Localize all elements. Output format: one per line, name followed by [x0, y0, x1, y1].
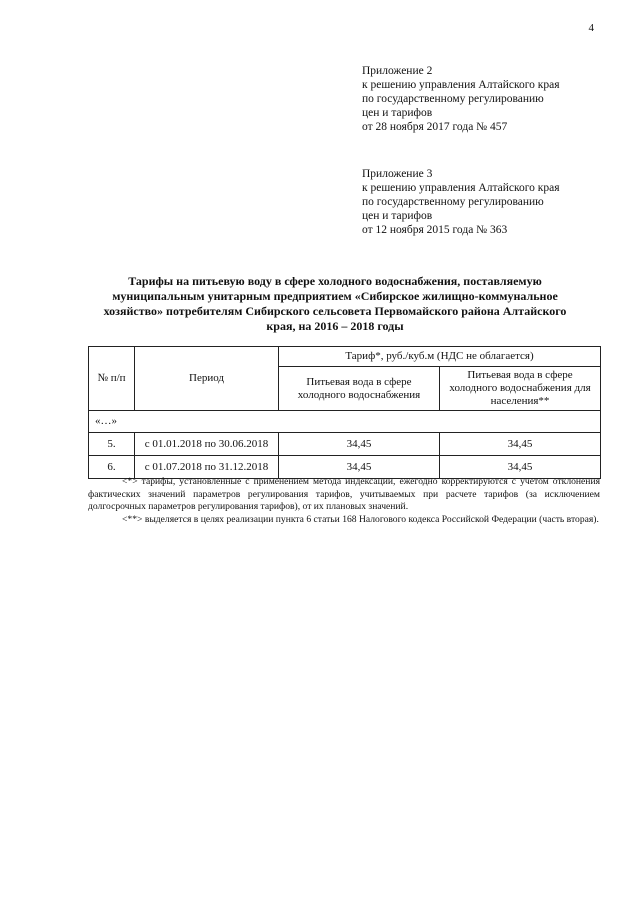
header-number: № п/п: [89, 347, 135, 411]
appendix-line: цен и тарифов: [362, 210, 433, 222]
appendix-line: от 28 ноября 2017 года № 457: [362, 121, 508, 133]
row-tariff-population: 34,45: [440, 433, 601, 456]
table-row-ellipsis: [89, 411, 601, 433]
header-tariff-group: Тариф*, руб./куб.м (НДС не облагается): [279, 347, 601, 367]
table-row: [89, 433, 601, 456]
document-title: Тарифы на питьевую воду в сфере холодного водоснабжения, поставляемую муниципальным унитарным предприятием «Сибирское жилищно-коммунальное хозяйство» потребителям Сибирского сельсовета Первомайского района Алтайского края, на 2016 – 2018 годы: [103, 274, 567, 333]
footnote-2: <**> выделяется в целях реализации пункта 6 статьи 168 Налогового кодекса Российской Федерации (часть вторая).: [122, 513, 599, 525]
ellipsis-cell: «…»: [89, 411, 601, 433]
appendix-3-header: [362, 167, 612, 237]
row-tariff-population: 34,45: [440, 456, 601, 479]
appendix-line: Приложение 2: [362, 65, 433, 77]
footnote-1: <*> тарифы, установленные с применением метода индексации, ежегодно корректируются с учетом отклонения фактических значений параметров регулирования тарифов, учитываемых при расчете тарифов (за исключением долгосрочных параметров регулирования тарифов), от их плановых значений.: [88, 476, 600, 512]
appendix-2-header: [362, 64, 612, 134]
row-number: 5.: [89, 433, 135, 456]
row-period: с 01.01.2018 по 30.06.2018: [135, 433, 279, 456]
appendix-line: к решению управления Алтайского края: [362, 182, 560, 194]
appendix-line: к решению управления Алтайского края: [362, 79, 560, 91]
appendix-line: по государственному регулированию: [362, 196, 544, 208]
header-tariff-cold-water: Питьевая вода в сфере холодного водоснабжения: [279, 367, 440, 411]
tariff-table: [88, 346, 601, 479]
appendix-line: от 12 ноября 2015 года № 363: [362, 224, 508, 236]
row-tariff-cold-water: 34,45: [279, 433, 440, 456]
row-period: с 01.07.2018 по 31.12.2018: [135, 456, 279, 479]
header-period: Период: [135, 347, 279, 411]
footnotes: [88, 476, 600, 526]
row-number: 6.: [89, 456, 135, 479]
row-tariff-cold-water: 34,45: [279, 456, 440, 479]
appendix-line: по государственному регулированию: [362, 93, 544, 105]
header-tariff-population: Питьевая вода в сфере холодного водоснабжения для населения**: [440, 367, 601, 411]
appendix-line: цен и тарифов: [362, 107, 433, 119]
page-number: 4: [588, 22, 594, 34]
appendix-line: Приложение 3: [362, 168, 433, 180]
